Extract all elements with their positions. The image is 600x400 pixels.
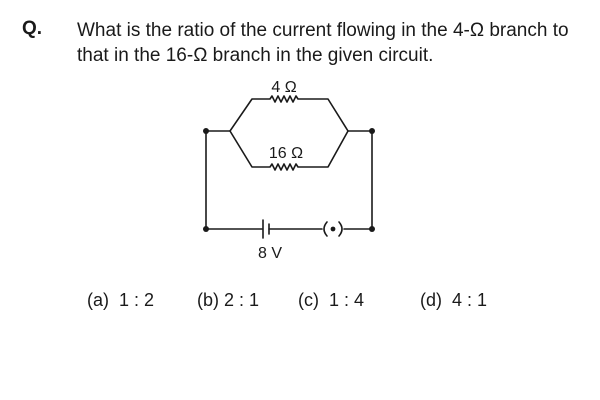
option-value: 2 : 1 [224, 290, 260, 310]
option-key: (b) [197, 290, 220, 310]
option-b [187, 269, 259, 311]
node-left-top [203, 128, 209, 134]
question-text: What is the ratio of the current flowing in the 4-Ω branch to that in the 16-Ω branch in the given circuit. [77, 20, 569, 66]
upper-resistor-label: 4 Ω [271, 79, 297, 96]
option-c [288, 269, 364, 311]
node-right-top [369, 128, 375, 134]
key-plug-dot [331, 227, 336, 232]
option-d [410, 269, 487, 311]
question-number: Q. [22, 18, 43, 39]
key-right-arc [339, 222, 342, 236]
lower-resistor-label: 16 Ω [268, 145, 304, 162]
node-left-bottom [203, 226, 209, 232]
option-key: (a) [87, 290, 110, 310]
node-right-bottom [369, 226, 375, 232]
option-value: 4 : 1 [452, 290, 488, 310]
option-value: 1 : 4 [329, 290, 365, 310]
battery-label: 8 V [257, 245, 283, 262]
upper-branch-wire [230, 96, 348, 131]
option-key: (c) [298, 290, 320, 310]
key-left-arc [324, 222, 327, 236]
option-value: 1 : 2 [119, 290, 155, 310]
option-key: (d) [420, 290, 443, 310]
option-a [77, 269, 154, 311]
